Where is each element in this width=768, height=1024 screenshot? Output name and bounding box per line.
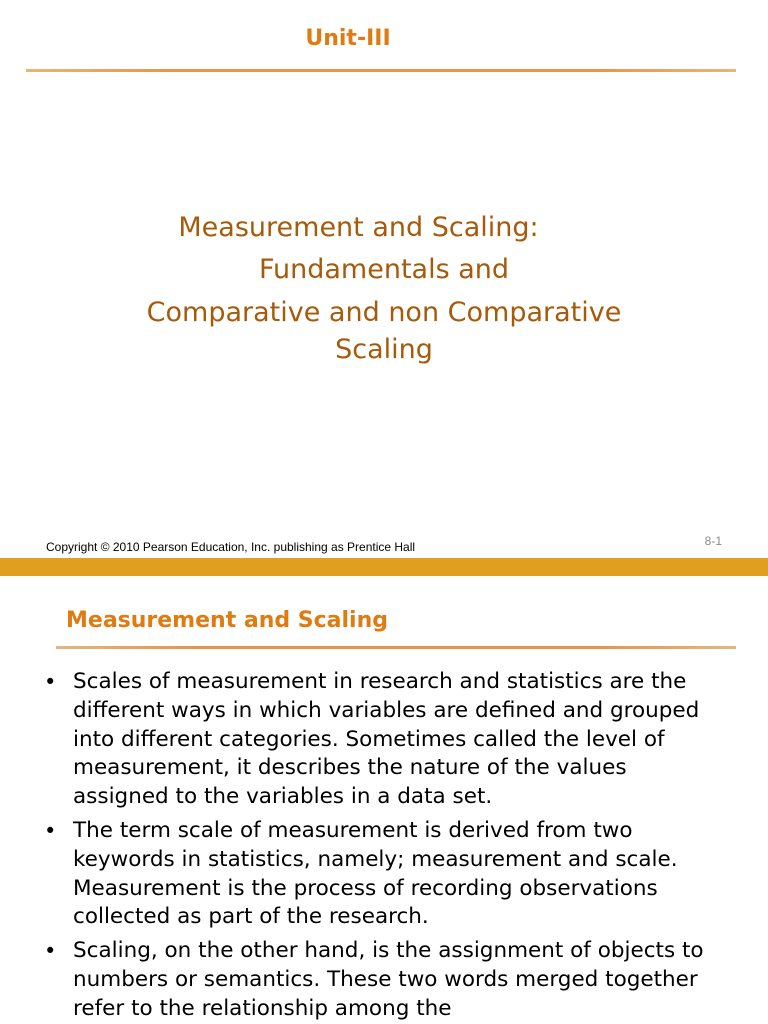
bullet-marker: • (44, 818, 57, 843)
bullet-item (0, 817, 768, 932)
slide-title-line-4: Scaling (335, 334, 433, 365)
title-divider (26, 69, 736, 72)
slide-title-line-3: Comparative and non Comparative (146, 297, 622, 328)
slide-2-title-divider (56, 646, 736, 649)
bullet-list (0, 668, 768, 1024)
bullet-text: The term scale of measurement is derived from two keywords in statistics, namely; measurement and scale. Measurement is the process of recording observations collected as part of the research. (73, 817, 678, 930)
bullet-item (0, 937, 768, 1023)
slide-number: 8-1 (704, 534, 722, 548)
bullet-text: Scales of measurement in research and statistics are the different ways in which variables are defined and grouped into different categories. Sometimes called the level of measurement, it describes the nature of the values assigned to the variables in a data set. (73, 669, 700, 810)
copyright-notice: Copyright © 2010 Pearson Education, Inc. publishing as Prentice Hall (46, 540, 416, 554)
unit-title: Unit-III (305, 26, 391, 51)
bullet-marker: • (44, 939, 57, 964)
bullet-text: Scaling, on the other hand, is the assignment of objects to numbers or semantics. These two words merged together refer to the relationship among the (73, 938, 704, 1021)
bullet-item (0, 668, 768, 812)
bullet-marker: • (44, 670, 57, 694)
slide-title-line-2: Fundamentals and (258, 254, 510, 285)
slide-separator (0, 558, 768, 576)
slide-title-line-1: Measurement and Scaling: (178, 212, 539, 243)
slide-2 (0, 576, 768, 1024)
slide-2-title: Measurement and Scaling (66, 608, 389, 633)
